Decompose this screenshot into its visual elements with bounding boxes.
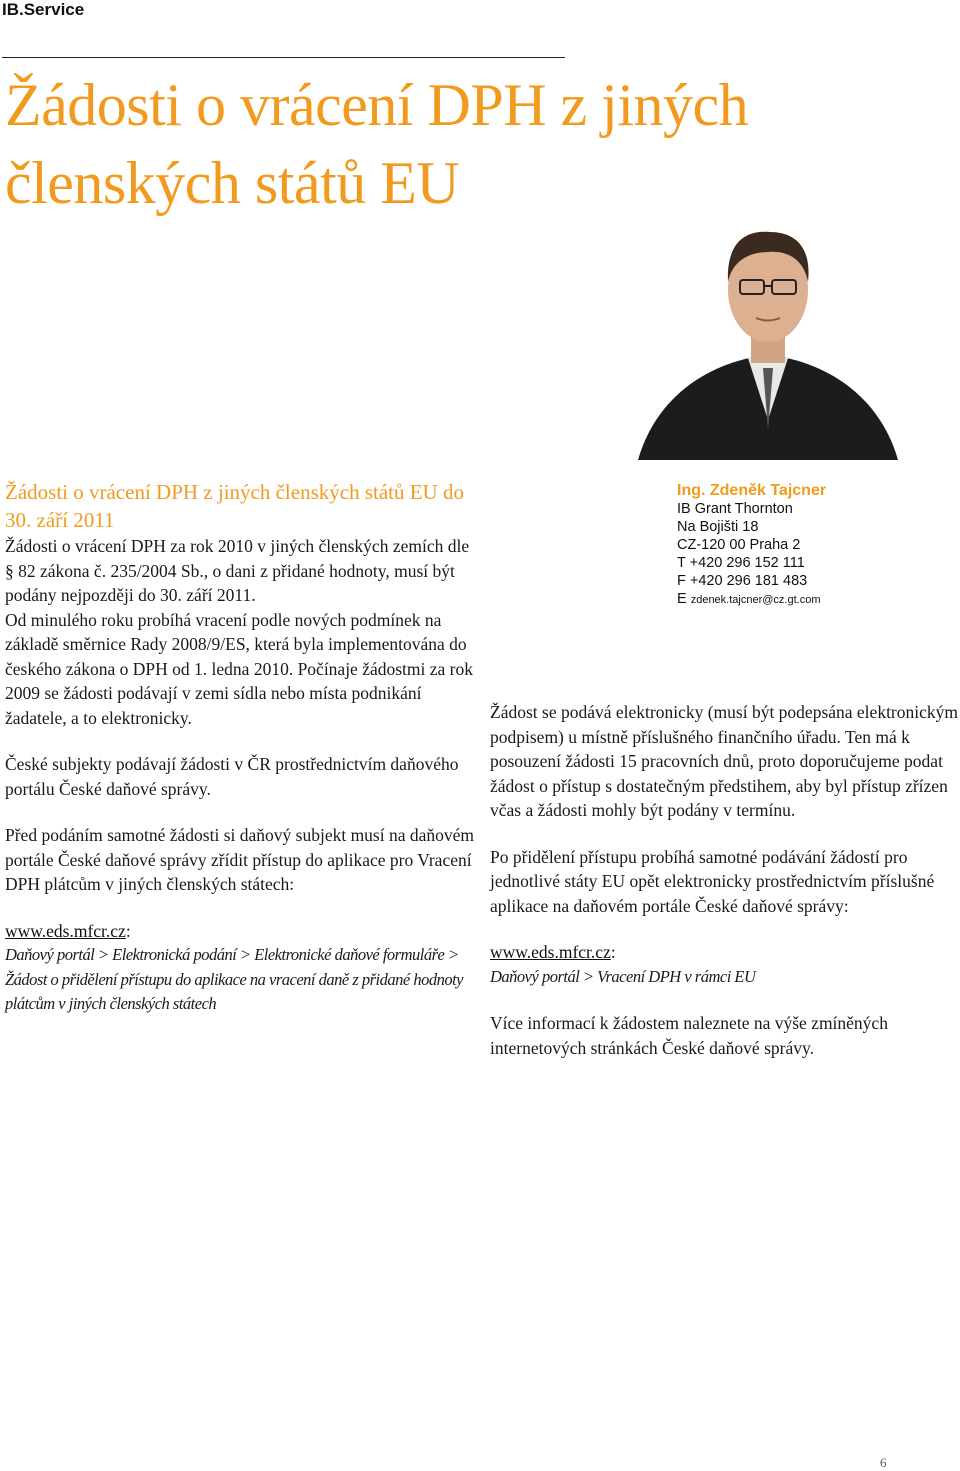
right-paragraph-3: Více informací k žádostem naleznete na výše zmíněných internetových stránkách České daňové správy.	[490, 1013, 888, 1058]
right-paragraph-1: Žádost se podává elektronicky (musí být podepsána elektronickým podpisem) u místně příslušného finančního úřadu. Ten má k posouzení žádosti 15 pracovních dnů, proto doporučujeme podat žádost o přístup s dostatečným předstihem, aby byl přístup zřízen včas a žádosti mohly být podány v termínu.	[490, 702, 958, 820]
page-number: 6	[880, 1455, 887, 1470]
portrait-photo	[628, 190, 908, 460]
contact-street: Na Bojišti 18	[677, 519, 759, 535]
right-link-row	[490, 940, 960, 965]
contact-phone: T +420 296 152 111	[677, 555, 805, 571]
eds-link-left[interactable]: www.eds.mfcr.cz	[5, 920, 126, 941]
contact-name: Ing. Zdeněk Tajcner	[677, 482, 827, 499]
contact-card	[677, 482, 826, 609]
right-paragraph-2: Po přidělení přístupu probíhá samotné podávání žádostí pro jednotlivé státy EU opět elektronicky prostřednictvím příslušné aplikace na daňovém portále České daňové správy:	[490, 846, 935, 916]
left-portal-path: Daňový portál > Elektronická podání > Elektronické daňové formuláře > Žádost o přidělení přístupu do aplikace na vracení daně z přidané hodnoty plátcům v jiných členských státech	[5, 945, 463, 1013]
left-paragraph-4: Před podáním samotné žádosti si daňový subjekt musí na daňovém portále České daňové správy zřídit přístup do aplikace pro Vracení DPH plátcům v jiných členských státech:	[5, 825, 475, 894]
contact-email-row	[677, 590, 826, 609]
left-paragraph-1: Žádosti o vrácení DPH za rok 2010 v jiných členských zemích dle § 82 zákona č. 235/2004 Sb., o dani z přidané hodnoty, musí být podány nejpozději do 30. září 2011.	[5, 536, 470, 605]
header-rule	[2, 57, 565, 58]
eds-link-right[interactable]: www.eds.mfcr.cz	[490, 942, 611, 962]
left-link-suffix: :	[125, 920, 131, 941]
contact-email-link[interactable]: zdenek.tajcner@cz.gt.com	[690, 594, 821, 606]
contact-fax: F +420 296 181 483	[677, 573, 808, 589]
page-title-line-2: členských států EU	[5, 150, 460, 216]
page-title-line-1: Žádosti o vrácení DPH z jiných	[5, 72, 749, 138]
brand-label: IB.Service	[2, 0, 85, 19]
left-column	[5, 478, 475, 1017]
right-portal-path: Daňový portál > Vracení DPH v rámci EU	[490, 966, 756, 986]
left-paragraph-2: Od minulého roku probíhá vracení podle nových podmínek na základě směrnice Rady 2008/9/ES, která byla implementována do českého zákona o DPH od 1. ledna 2010. Počínaje žádostmi za rok 2009 se žádosti podávají v zemi sídla nebo místa podnikání žadatele, a to elektronicky.	[5, 609, 473, 728]
left-paragraph-3: České subjekty podávají žádosti v ČR prostřednictvím daňového portálu České daňové správy.	[5, 754, 459, 799]
left-link-row	[5, 919, 475, 944]
section-subtitle: Žádosti o vrácení DPH z jiných členských států EU do 30. září 2011	[5, 480, 464, 532]
contact-company: IB Grant Thornton	[677, 501, 793, 517]
right-link-suffix: :	[610, 942, 616, 962]
contact-city: CZ-120 00 Praha 2	[677, 537, 801, 553]
contact-email-prefix: E	[677, 591, 687, 607]
right-column	[490, 700, 960, 1060]
